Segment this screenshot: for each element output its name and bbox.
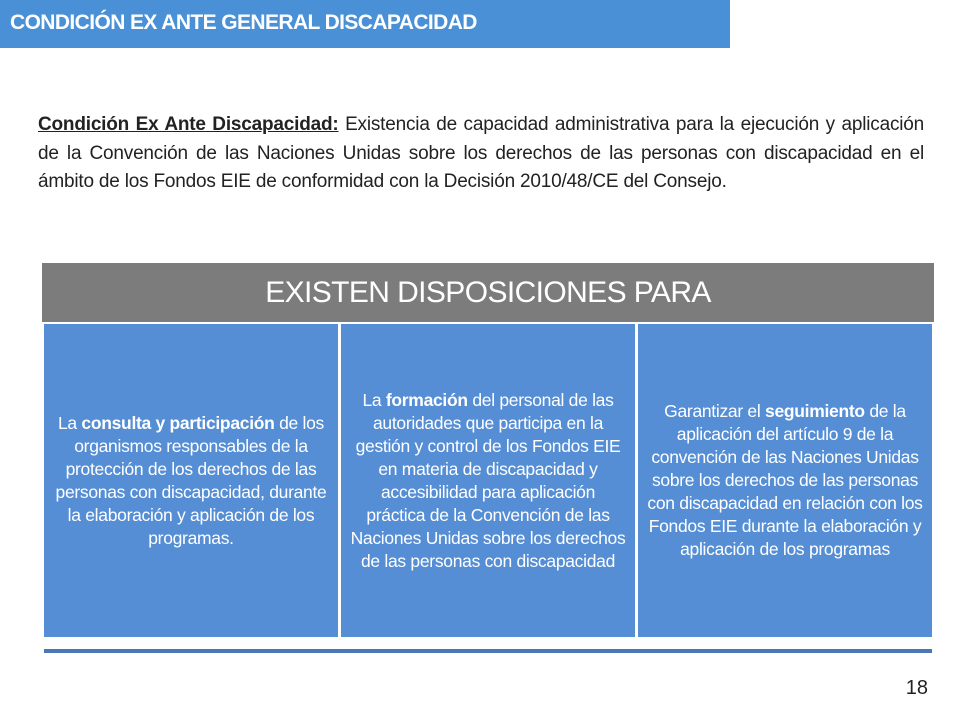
page-number: 18 (905, 677, 928, 699)
provision-text-post: del personal de las autoridades que participa en la gestión y control de los Fondos EIE en materia de discapacidad y accesibilidad para aplicación práctica de la Convención de las Naciones Unidas sobre los derechos de las personas con discapacidad (350, 389, 626, 571)
intro-lead: Condición Ex Ante Discapacidad: (38, 114, 339, 135)
provision-text-post: de los organismos responsables de la protección de los derechos de las personas con discapacidad, durante la elaboración y aplicación de los programas. (55, 412, 327, 548)
bottom-divider (44, 649, 932, 653)
intro-text: Existencia de capacidad administrativa para la ejecución y aplicación de la Convención de las Naciones Unidas sobre los derechos de las personas con discapacidad en el ámbito de los Fondos EIE de conformidad con la Decisión 2010/48/CE del Consejo. (38, 114, 924, 192)
provision-text (53, 412, 329, 550)
provision-text (647, 400, 923, 561)
intro-paragraph (38, 111, 924, 197)
provision-text (350, 389, 626, 573)
slide-title: CONDICIÓN EX ANTE GENERAL DISCAPACIDAD (10, 11, 477, 34)
provision-keyword: seguimiento (765, 401, 865, 421)
provisions-banner: EXISTEN DISPOSICIONES PARA (42, 263, 934, 322)
header-bar (0, 0, 730, 48)
provision-text-pre: Garantizar el (664, 401, 766, 421)
provision-text-post: de la aplicación del artículo 9 de la convención de las Naciones Unidas sobre los derechos de las personas con discapacidad en relación con los Fondos EIE durante la elaboración y aplicación de los programas (647, 401, 923, 559)
provision-keyword: consulta y participación (81, 412, 275, 433)
provision-text-pre: La (57, 412, 82, 433)
provision-text-pre: La (362, 389, 386, 410)
provision-keyword: formación (385, 389, 468, 410)
provision-box-consultation (44, 324, 338, 637)
provision-box-training (341, 324, 635, 637)
provision-box-monitoring (638, 324, 932, 637)
